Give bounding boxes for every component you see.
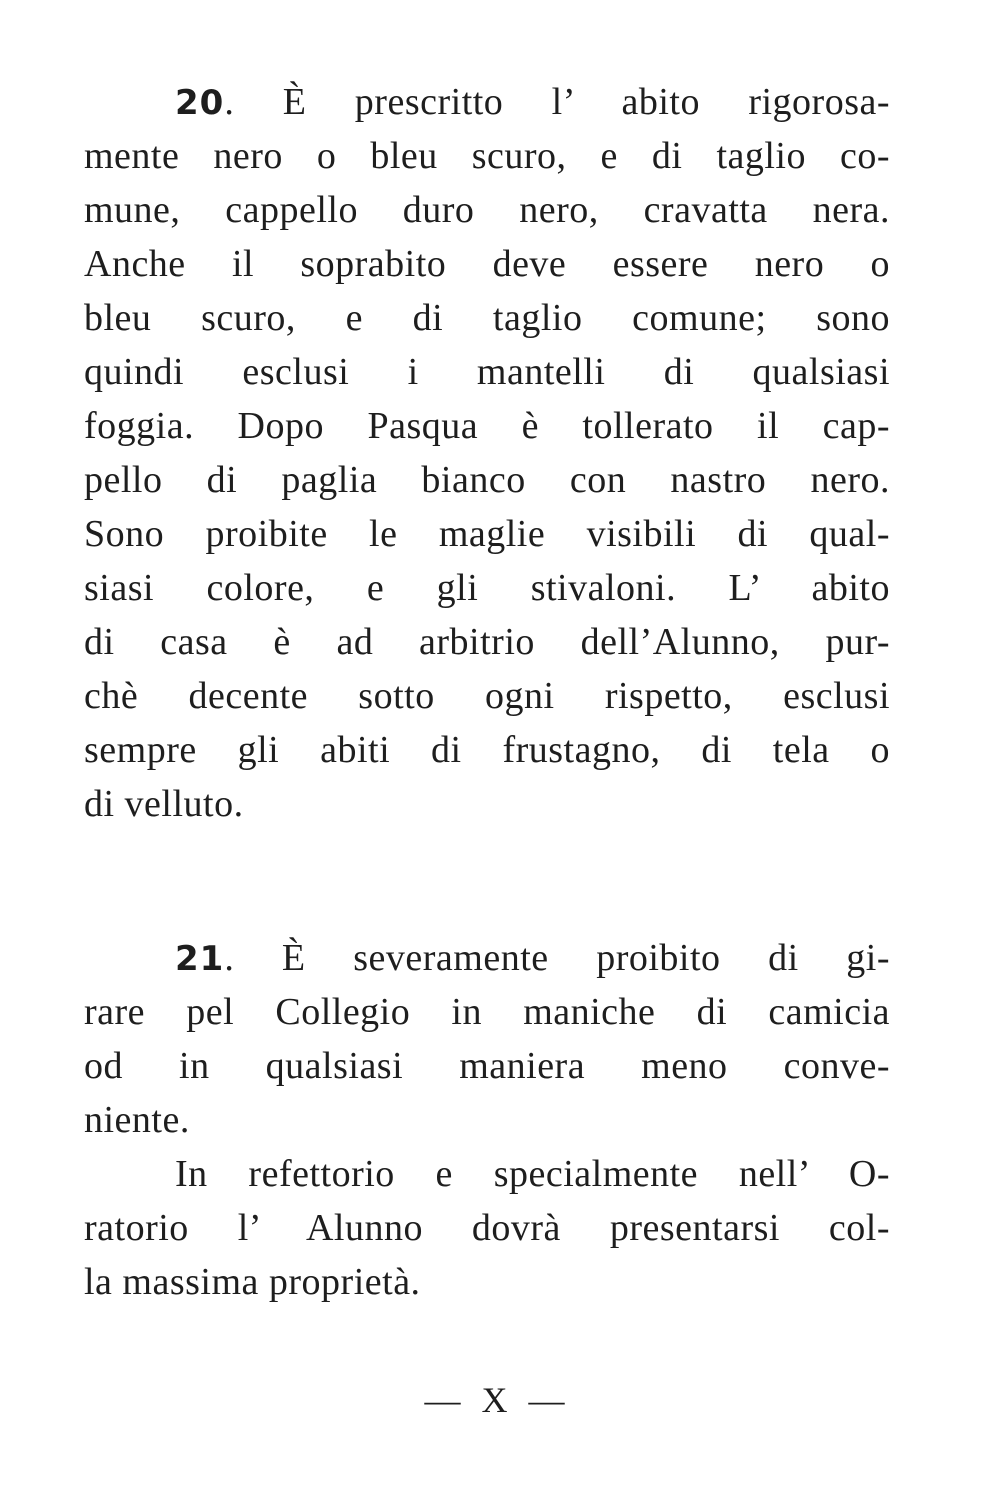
article-20-line-4: Anche il soprabito deve essere nero o [84,243,890,285]
article-20-line-1: 20. È prescritto l’ abito rigorosa- [175,81,890,123]
article-21-line-4: niente. [84,1099,190,1141]
paragraph-2-line-1: In refettorio e specialmente nell’ O- [175,1153,890,1195]
article-20-line-3: mune, cappello duro nero, cravatta nera. [84,189,890,231]
article-20-line-13: sempre gli abiti di frustagno, di tela o [84,729,890,771]
article-20-line-8: pello di paglia bianco con nastro nero. [84,459,890,501]
article-21-line-1: 21. È severamente proibito di gi- [175,937,890,979]
article-number: 21 [175,939,225,979]
article-20-line-11: di casa è ad arbitrio dell’Alunno, pur- [84,621,890,663]
article-20-line-9: Sono proibite le maglie visibili di qual- [84,513,890,555]
article-20-line-7: foggia. Dopo Pasqua è tollerato il cap- [84,405,890,447]
article-20-line-10: siasi colore, e gli stivaloni. L’ abito [84,567,890,609]
article-20-line-12: chè decente sotto ogni rispetto, esclusi [84,675,890,717]
article-20-line-5: bleu scuro, e di taglio comune; sono [84,297,890,339]
article-21-line-3: od in qualsiasi maniera meno conve- [84,1045,890,1087]
article-number: 20 [175,83,225,123]
paragraph-2-line-3: la massima proprietà. [84,1261,421,1303]
article-21-line-2: rare pel Collegio in maniche di camicia [84,991,890,1033]
paragraph-2-line-2: ratorio l’ Alunno dovrà presentarsi col- [84,1207,890,1249]
article-20-line-14: di velluto. [84,783,244,825]
article-20-line-6: quindi esclusi i mantelli di qualsiasi [84,351,890,393]
page-number: — X — [424,1380,571,1420]
article-20-line-2: mente nero o bleu scuro, e di taglio co- [84,135,890,177]
